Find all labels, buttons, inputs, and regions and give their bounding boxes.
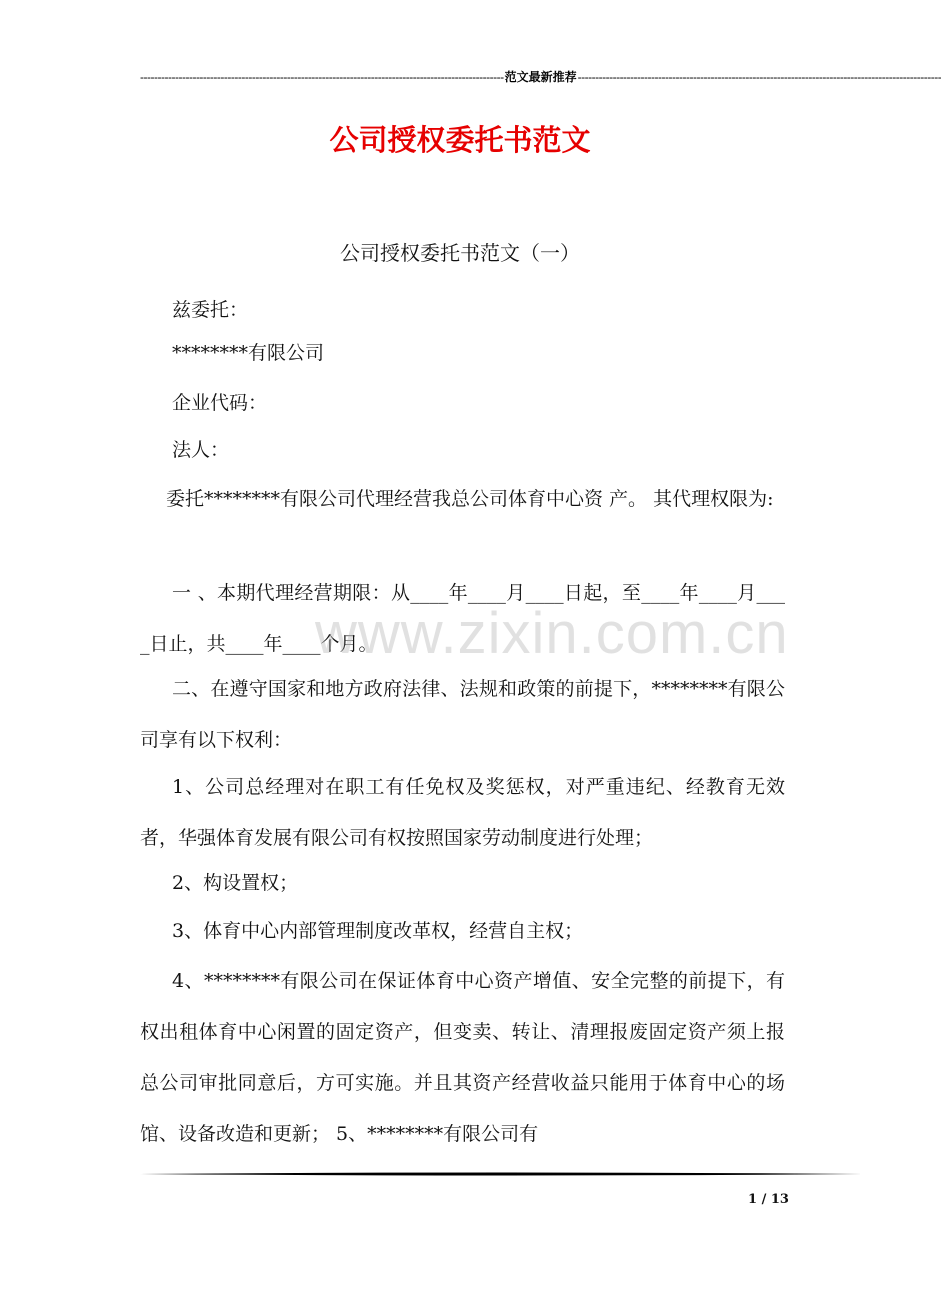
paragraph-enterprise-code: 企业代码： — [172, 392, 268, 414]
header-dashes-right: -------------------------------------------------------------------------------------------------------- — [577, 70, 941, 84]
footer-rule — [140, 1172, 862, 1176]
paragraph-term: 一 、本期代理经营期限：从____年____月____日起，至____年____月____日止，共____年____个月。 — [140, 582, 785, 655]
paragraph-right-3: 3、体育中心内部管理制度改革权，经营自主权； — [172, 920, 584, 942]
section-title: 公司授权委托书范文（一） — [340, 241, 580, 265]
paragraph-right-4: 4、********有限公司在保证体育中心资产增值、安全完整的前提下，有权出租体育中心闲置的固定资产，但变卖、转让、清理报废固定资产须上报总公司审批同意后，方可实施。并且其资产经营收益只能用于体育中心的场馆、设备改造和更新； 5、********有限公司有 — [140, 970, 785, 1145]
page-header — [140, 70, 941, 84]
watermark-text: www.zixin.com.cn — [315, 601, 789, 666]
paragraph-right-1: 1、公司总经理对在职工有任免权及奖惩权，对严重违纪、经教育无效者，华强体育发展有限公司有权按照国家劳动制度进行处理； — [140, 776, 785, 849]
paragraph-company-name: ********有限公司 — [172, 342, 325, 364]
document-title: 公司授权委托书范文 — [329, 123, 591, 157]
header-label: 范文最新推荐 — [504, 70, 577, 84]
paragraph-rights-intro: 二、在遵守国家和地方政府法律、法规和政策的前提下，********有限公司享有以下权利： — [140, 678, 785, 751]
header-dashes-left: -------------------------------------------------------------------------------------------------------- — [140, 70, 504, 84]
paragraph-entrust-scope: 委托********有限公司代理经营我总公司体育中心资 产。 其代理权限为: — [166, 488, 774, 510]
paragraph-entrust: 兹委托： — [172, 299, 249, 321]
paragraph-right-2: 2、构设置权； — [172, 872, 299, 894]
paragraph-legal-person: 法人： — [172, 439, 230, 461]
page-number: 1 / 13 — [748, 1192, 789, 1207]
